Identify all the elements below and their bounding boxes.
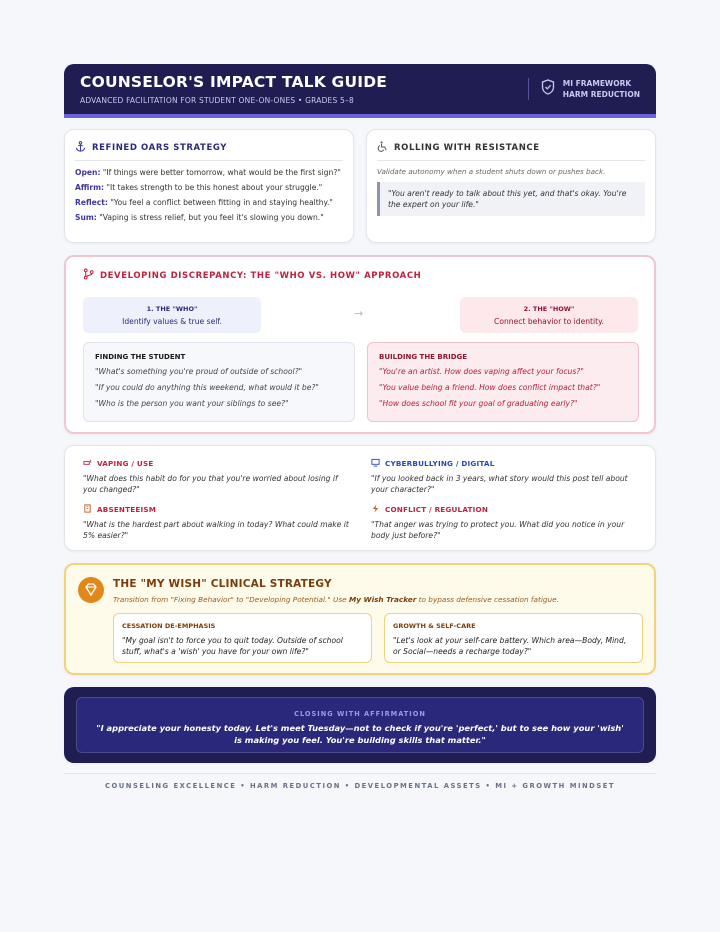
topic-conflict: CONFLICT / REGULATION "That anger was trying to protect you. What did you notice in your body just before?" — [371, 505, 625, 540]
oars-item-sum: Sum: "Vaping is stress relief, but you feel it's slowing you down." — [75, 213, 324, 222]
step-how: 2. THE "HOW" Connect behavior to identity. — [460, 297, 638, 333]
step-who: 1. THE "WHO" Identify values & true self. — [83, 297, 261, 333]
cessation-box: CESSATION DE-EMPHASIS "My goal isn't to force you to quit today. Outside of school stuff, what's a 'wish' you have for your own life?" — [113, 613, 372, 663]
topic-vaping: VAPING / USE "What does this habit do for you that you're worried about losing if you changed?" — [83, 459, 338, 494]
oars-item-affirm: Affirm: "It takes strength to be this honest about your struggle." — [75, 183, 323, 192]
anchor-icon — [75, 141, 86, 155]
discrepancy-card — [64, 255, 656, 434]
shield-check-icon — [541, 79, 555, 99]
discrepancy-title: DEVELOPING DISCREPANCY: THE "WHO VS. HOW" APPROACH — [100, 270, 422, 281]
building-bridge-box: BUILDING THE BRIDGE "You're an artist. How does vaping affect your focus?" "You value being a friend. How does conflict impact that?" "How does school fit your goal of graduating early?" — [367, 342, 639, 422]
page-title: COUNSELOR'S IMPACT TALK GUIDE — [80, 73, 388, 91]
gem-icon — [78, 577, 104, 603]
framework-tags — [528, 78, 640, 100]
branch-icon — [83, 268, 94, 283]
guide-page — [64, 64, 656, 118]
vape-icon — [83, 458, 92, 469]
lightning-icon — [371, 504, 380, 515]
oars-item-reflect: Reflect: "You feel a conflict between fitting in and staying healthy." — [75, 198, 333, 207]
oars-item-open: Open: "If things were better tomorrow, what would be the first sign?" — [75, 168, 341, 177]
topic-cyberbullying: CYBERBULLYING / DIGITAL "If you looked back in 3 years, what story would this post tell about your character?" — [371, 459, 628, 494]
wish-title: THE "MY WISH" CLINICAL STRATEGY — [113, 578, 332, 590]
building-icon — [83, 504, 92, 515]
rolling-resistance-card — [366, 129, 656, 243]
wheelchair-icon — [377, 141, 388, 155]
tag-mi-framework: MI FRAMEWORK — [562, 79, 632, 88]
tag-harm-reduction: HARM REDUCTION — [562, 90, 640, 99]
rolling-intro: Validate autonomy when a student shuts down or pushes back. — [377, 167, 606, 176]
rolling-title: ROLLING WITH RESISTANCE — [394, 143, 540, 153]
footer-divider — [64, 773, 656, 774]
topics-card — [64, 445, 656, 551]
monitor-icon — [371, 458, 380, 469]
closing-label: CLOSING WITH AFFIRMATION — [294, 710, 426, 718]
footer-tagline: COUNSELING EXCELLENCE • HARM REDUCTION • DEVELOPMENTAL ASSETS • MI + GROWTH MINDSET — [104, 782, 616, 790]
topic-absenteeism: ABSENTEEISM "What is the hardest part about walking in today? What could make it 5% easier?" — [83, 505, 349, 540]
header-banner — [64, 64, 656, 118]
page-subtitle: ADVANCED FACILITATION FOR STUDENT ONE-ON-ONES • GRADES 5–8 — [80, 96, 354, 105]
rolling-quote: "You aren't ready to talk about this yet, and that's okay. You're the expert on your life." — [377, 182, 645, 216]
oars-card — [64, 129, 354, 243]
closing-card — [64, 687, 656, 763]
wish-intro: Transition from "Fixing Behavior" to "Developing Potential." Use My Wish Tracker to bypass defensive cessation fatigue. — [113, 595, 559, 604]
growth-box: GROWTH & SELF-CARE "Let's look at your self-care battery. Which area—Body, Mind, or Social—needs a recharge today?" — [384, 613, 643, 663]
my-wish-card — [64, 563, 656, 675]
oars-title: REFINED OARS STRATEGY — [92, 143, 227, 153]
closing-quote: "I appreciate your honesty today. Let's meet Tuesday—not to check if you're 'perfect,' but to see how your 'wish' is making you feel. You're building skills that matter." — [96, 723, 624, 745]
arrow-right-icon: → — [354, 307, 364, 320]
finding-student-box: FINDING THE STUDENT "What's something you're proud of outside of school?" "If you could do anything this weekend, what would it be?" "Who is the person you want your siblings to see?" — [83, 342, 355, 422]
